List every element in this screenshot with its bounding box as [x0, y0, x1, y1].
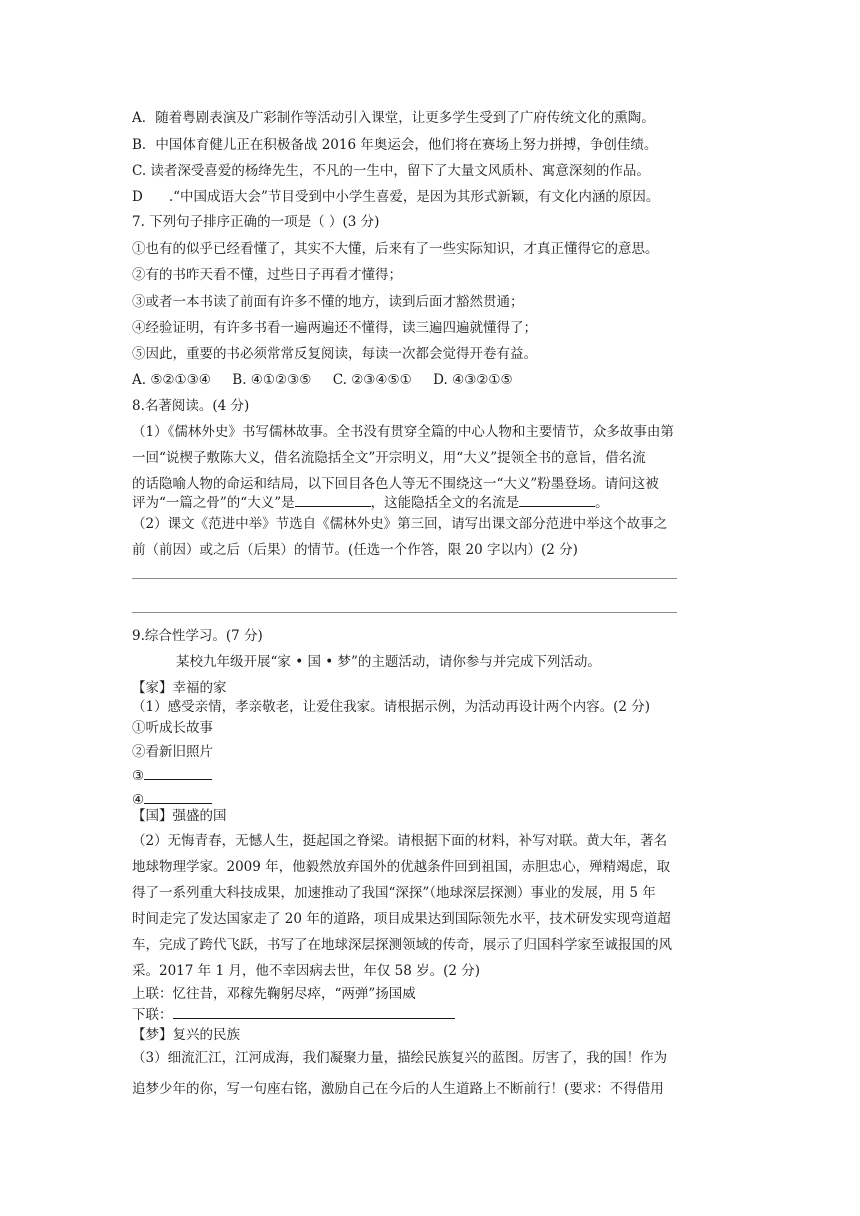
answer-blank-couplet[interactable]: [173, 1004, 455, 1019]
q6-option-b: B．中国体育健儿正在积极备战 2016 年奥运会，他们将在赛场上努力拼搏，争创佳绩。: [132, 137, 658, 153]
q8-p2-line1: （2）课文《范进中举》节选自《儒林外史》第三回，请写出课文部分范进中举这个故事之: [132, 516, 668, 532]
q9-intro: 某校九年级开展“家 • 国 • 梦”的主题活动，请你参与并完成下列活动。: [176, 654, 601, 670]
q6-option-c: C. 读者深受喜爱的杨绛先生，不凡的一生中，留下了大量文风质朴、寓意深刻的作品。: [132, 163, 650, 179]
q8-p2-line2: 前（前因）或之后（后果）的情节。(任选一个作答，限 20 字以内）(2 分): [132, 542, 578, 558]
q7-stem: 7. 下列句子排序正确的一项是（ ）(3 分): [132, 214, 380, 230]
answer-line-1[interactable]: [132, 578, 677, 579]
nation-line-3: 得了一系列重大科技成果，加速推动了我国“深探”（地球深层探测）事业的发展，用 5 年: [132, 885, 656, 901]
nation-line-5: 车，完成了跨代飞跃，书写了在地球深层探测领域的传奇，展示了归国科学家至诚报国的风: [132, 937, 672, 953]
q6-option-d-letter: D: [132, 189, 143, 205]
answer-blank-item-3[interactable]: [144, 765, 212, 780]
q8-p1-line1: （1）《儒林外史》书写儒林故事。全书没有贯穿全篇的中心人物和主要情节，众多故事由第: [132, 424, 674, 440]
nation-line-6: 采。2017 年 1 月，他不幸因病去世，年仅 58 岁。(2 分): [132, 963, 480, 979]
q7-choices: A. ⑤②①③④ B. ④①②③⑤ C. ②③④⑤① D. ④③②①⑤: [132, 372, 513, 388]
answer-blank-dayi[interactable]: [295, 492, 371, 507]
q8-title: 8.名著阅读。(4 分): [132, 398, 250, 414]
home-item-3: [132, 765, 212, 785]
q6-option-a: A．随着粤剧表演及广彩制作等活动引入课堂，让更多学生受到了广府传统文化的熏陶。: [132, 110, 655, 126]
couplet-lower: [132, 1004, 455, 1024]
nation-line-2: 地球物理学家。2009 年，他毅然放弃国外的优越条件回到祖国，赤胆忠心，殚精竭虑，取: [132, 859, 671, 875]
q6-option-d-text: .“中国成语大会”节目受到中小学生喜爱，是因为其形式新颖，有文化内涵的原因。: [168, 189, 660, 205]
q7-sentence-4: ④经验证明，有许多书看一遍两遍还不懂得，读三遍四遍就懂得了；: [132, 320, 537, 336]
q7-sentence-5: ⑤因此，重要的书必须常常反复阅读，每读一次都会觉得开卷有益。: [132, 346, 537, 362]
q8-p1-line4: [132, 490, 609, 516]
couplet-upper: 上联：忆往昔，邓稼先鞠躬尽瘁，“两弹”扬国威: [132, 986, 416, 1002]
answer-line-2[interactable]: [132, 612, 677, 613]
dream-heading: 【梦】复兴的民族: [132, 1027, 240, 1043]
home-item-4-marker: ④: [132, 792, 145, 808]
home-item-3-marker: ③: [132, 768, 145, 784]
dream-line-1: （3）细流汇江，江河成海，我们凝聚力量，描绘民族复兴的蓝图。厉害了，我的国！作为: [132, 1050, 668, 1066]
nation-line-1: （2）无悔青春，无憾人生，挺起国之脊梁。请根据下面的材料，补写对联。黄大年，著名: [132, 833, 668, 849]
q7-sentence-2: ②有的书昨天看不懂，过些日子再看才懂得；: [132, 267, 402, 283]
nation-line-4: 时间走完了发达国家走了 20 年的道路，项目成果达到国际领先水平，技术研发实现弯道超: [132, 911, 671, 927]
q9-title: 9.综合性学习。(7 分): [132, 628, 263, 644]
q8-blank-label-1: 评为“一篇之骨”的“大义”是: [132, 495, 295, 511]
answer-blank-item-4[interactable]: [144, 789, 212, 804]
q8-line4-end: 。: [595, 495, 609, 511]
q7-sentence-1: ①也有的似乎已经看懂了，其实不大懂，后来有了一些实际知识，才真正懂得它的意思。: [132, 241, 659, 257]
answer-blank-mingliu[interactable]: [519, 492, 595, 507]
q7-sentence-3: ③或者一本书读了前面有许多不懂的地方，读到后面才豁然贯通；: [132, 294, 524, 310]
home-heading: 【家】幸福的家: [132, 680, 227, 696]
couplet-lower-label: 下联：: [132, 1007, 173, 1023]
home-item-1: ①听成长故事: [132, 720, 213, 736]
q8-p1-line2: 一回“说楔子敷陈大义，借名流隐括全文”开宗明义，用“大义”提领全书的意旨，借名流: [132, 450, 646, 466]
dream-line-2: 追梦少年的你，写一句座右铭，激励自己在今后的人生道路上不断前行！(要求：不得借用: [132, 1081, 664, 1097]
q8-blank-label-2: ，这能隐括全文的名流是: [370, 495, 520, 511]
home-question: （1）感受亲情，孝亲敬老，让爱住我家。请根据示例，为活动再设计两个内容。(2 分): [132, 699, 651, 715]
home-item-2: ②看新旧照片: [132, 744, 213, 760]
q8-p1-line3: 的话隐喻人物的命运和结局，以下回目各色人等无不围绕这一“大义”粉墨登场。请问这被: [132, 476, 659, 492]
nation-heading: 【国】强盛的国: [132, 808, 227, 824]
q6-option-d: [132, 187, 659, 207]
